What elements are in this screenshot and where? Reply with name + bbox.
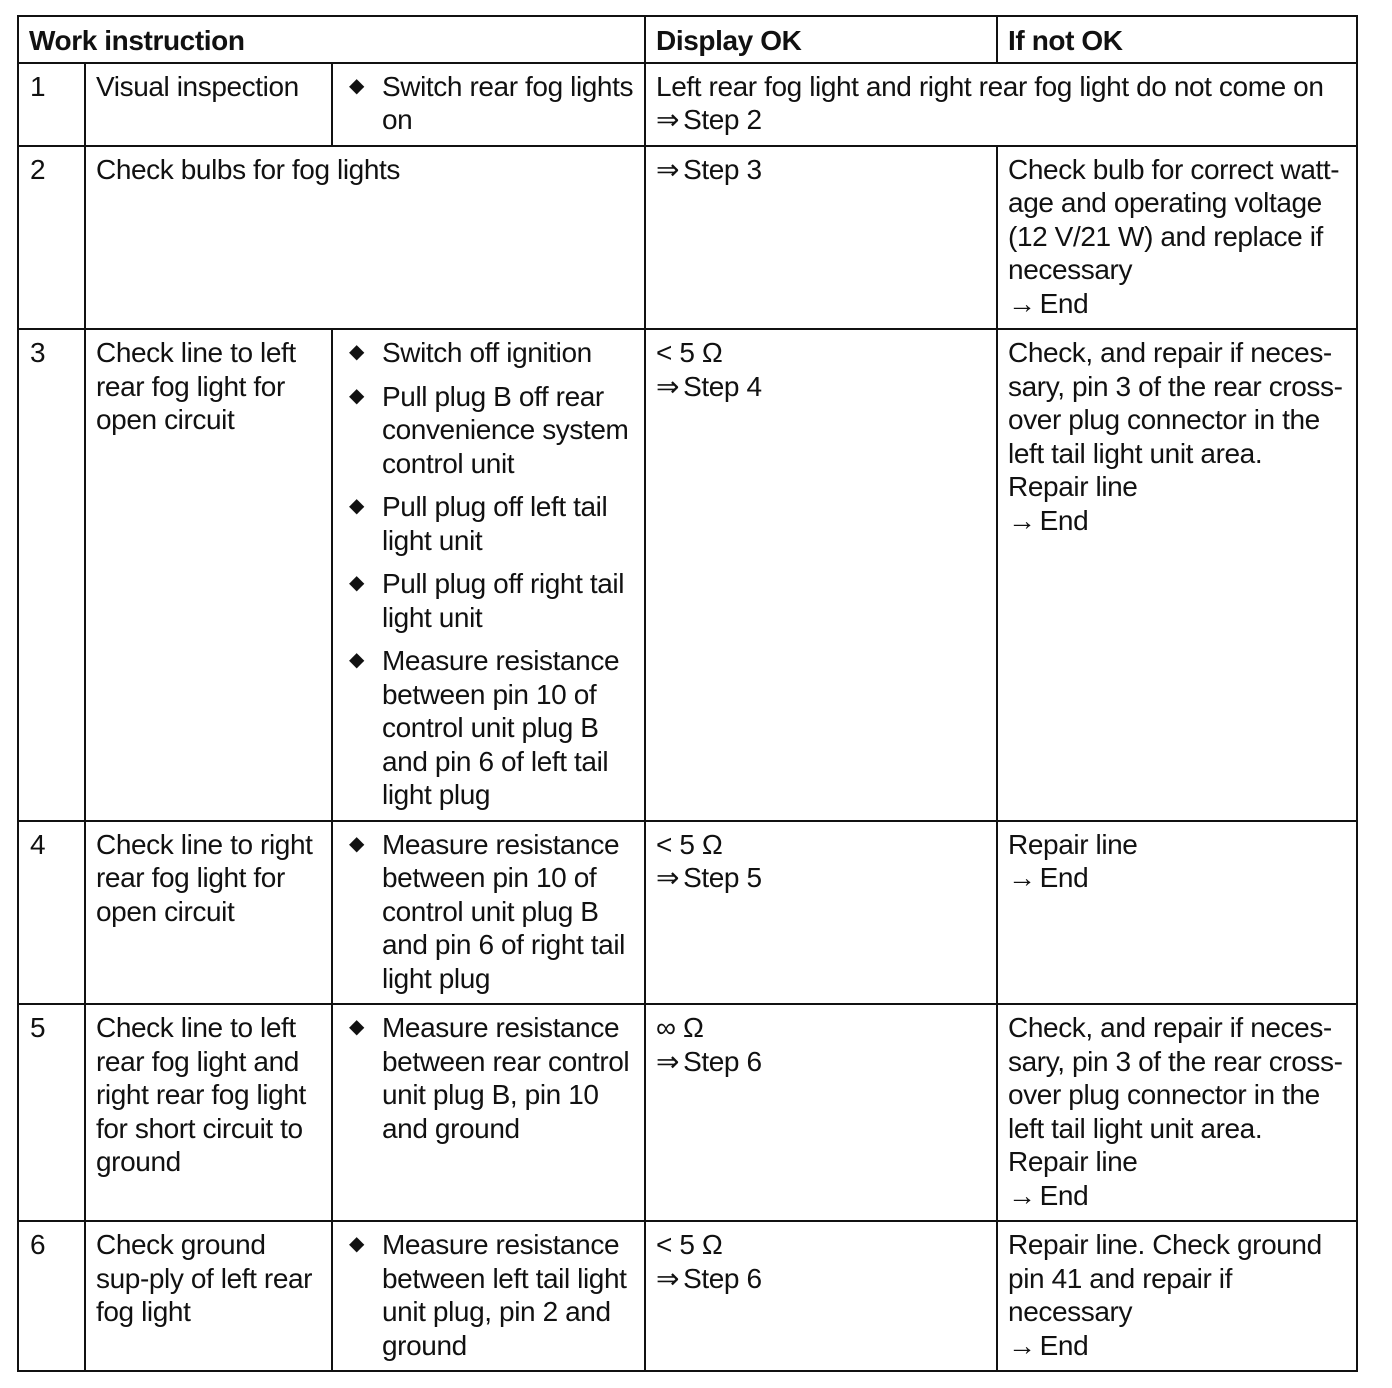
table-row: [18, 821, 1357, 1005]
instruction-text: Check line to right rear fog light for open circuit: [85, 821, 332, 1005]
header-work-instruction: Work instruction: [18, 16, 645, 63]
instruction-text: Check bulbs for fog lights: [85, 146, 645, 330]
table-row: [18, 63, 1357, 146]
list-item: ◆ Pull plug off left tail light unit: [349, 491, 608, 556]
list-item: ◆ Measure resistance between left tail light unit plug, pin 2 and ground: [349, 1229, 627, 1361]
header-if-not-ok: If not OK: [997, 16, 1357, 63]
double-arrow-icon: ⇒: [656, 1262, 680, 1294]
list-item: ◆ Switch off ignition: [349, 337, 592, 368]
bullet-icon: ◆: [349, 495, 364, 517]
table-header-row: [18, 16, 1357, 63]
step-number: 6: [18, 1221, 85, 1371]
display-ok-cell: < 5 Ω ⇒ Step 4: [645, 329, 997, 821]
bullet-icon: ◆: [349, 572, 364, 594]
step-number: 5: [18, 1004, 85, 1221]
arrow-icon: →: [1008, 504, 1036, 536]
table-row: [18, 1004, 1357, 1221]
table-row: [18, 329, 1357, 821]
bullet-icon: ◆: [349, 384, 364, 407]
bullet-icon: ◆: [349, 1016, 364, 1038]
double-arrow-icon: ⇒: [656, 1045, 680, 1077]
header-display-ok: Display OK: [645, 16, 997, 63]
instruction-steps: [332, 329, 645, 821]
double-arrow-icon: ⇒: [656, 862, 680, 893]
list-item: ◆ Measure resistance between pin 10 of control unit plug B and pin 6 of left tail light plug: [349, 645, 620, 810]
step-number: 1: [18, 63, 85, 146]
instruction-steps: [332, 821, 645, 1005]
bullet-icon: ◆: [349, 341, 364, 363]
display-ok-cell: < 5 Ω ⇒ Step 5: [645, 821, 997, 1005]
arrow-icon: →: [1008, 1329, 1036, 1361]
if-not-ok-cell: Repair line. Check ground pin 41 and repair if necessary → End: [997, 1221, 1357, 1371]
combined-result: Left rear fog light and right rear fog light do not come on ⇒ Step 2: [645, 63, 1357, 146]
arrow-icon: →: [1008, 862, 1036, 893]
instruction-text: Check ground sup-ply of left rear fog light: [85, 1221, 332, 1371]
step-number: 2: [18, 146, 85, 330]
instruction-text: Check line to left rear fog light for open circuit: [85, 329, 332, 821]
arrow-icon: →: [1008, 287, 1036, 319]
instruction-text: Check line to left rear fog light and right rear fog light for short circuit to ground: [85, 1004, 332, 1221]
step-number: 4: [18, 821, 85, 1005]
display-ok-cell: ∞ Ω ⇒ Step 6: [645, 1004, 997, 1221]
instruction-steps: [332, 1221, 645, 1371]
display-ok-cell: ⇒ Step 3: [645, 146, 997, 330]
list-item: ◆ Measure resistance between rear control unit plug B, pin 10 and ground: [349, 1012, 630, 1144]
list-item: ◆ Measure resistance between pin 10 of control unit plug B and pin 6 of right tail light plug: [349, 828, 625, 994]
instruction-steps: [332, 1004, 645, 1221]
bullet-icon: ◆: [349, 74, 364, 97]
double-arrow-icon: ⇒: [656, 104, 680, 135]
list-item: ◆ Pull plug B off rear convenience system control unit: [349, 380, 629, 479]
work-instruction-table: [17, 15, 1358, 1372]
arrow-icon: →: [1008, 1179, 1036, 1211]
double-arrow-icon: ⇒: [656, 370, 680, 402]
table-row: [18, 146, 1357, 330]
if-not-ok-cell: Check, and repair if neces-sary, pin 3 of the rear cross-over plug connector in the left tail light unit area. Repair line → End: [997, 1004, 1357, 1221]
instruction-text: Visual inspection: [85, 63, 332, 146]
bullet-icon: ◆: [349, 832, 364, 855]
list-item: ◆ Pull plug off right tail light unit: [349, 568, 625, 633]
double-arrow-icon: ⇒: [656, 153, 680, 185]
bullet-icon: ◆: [349, 649, 364, 671]
bullet-icon: ◆: [349, 1233, 364, 1255]
if-not-ok-cell: Check, and repair if neces-sary, pin 3 of the rear cross-over plug connector in the left tail light unit area. Repair line → End: [997, 329, 1357, 821]
display-ok-cell: < 5 Ω ⇒ Step 6: [645, 1221, 997, 1371]
table-row: [18, 1221, 1357, 1371]
if-not-ok-cell: Check bulb for correct watt-age and operating voltage (12 V/21 W) and replace if necessary → End: [997, 146, 1357, 330]
list-item: ◆ Switch rear fog lights on: [349, 70, 634, 135]
instruction-steps: [332, 63, 645, 146]
if-not-ok-cell: Repair line → End: [997, 821, 1357, 1005]
step-number: 3: [18, 329, 85, 821]
